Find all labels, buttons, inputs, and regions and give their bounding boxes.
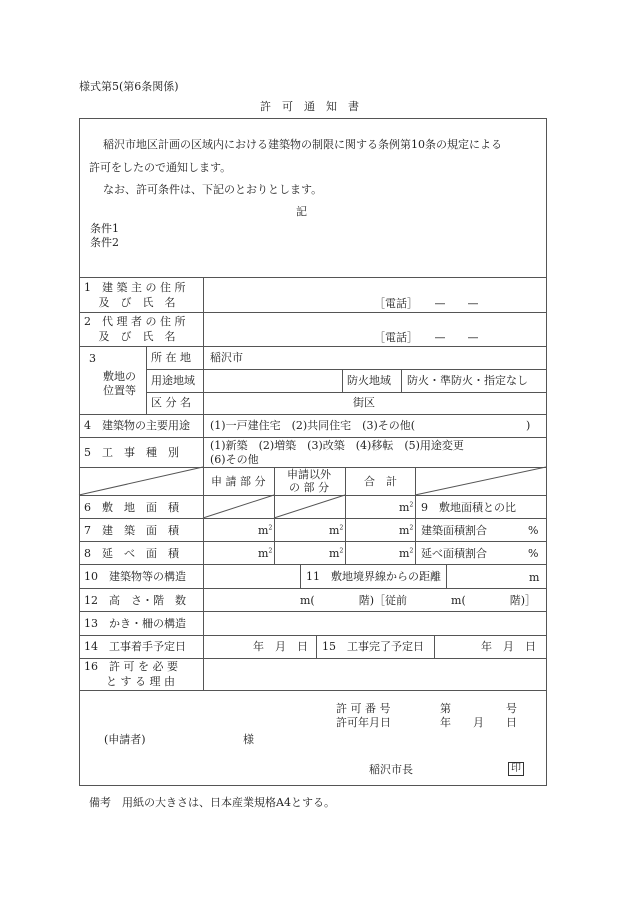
- fire-zone-label: 防火地域: [347, 374, 391, 387]
- row3-group-a: 敷地の: [103, 370, 136, 383]
- row8-label: 8 延 べ 面 積: [84, 547, 179, 560]
- row7-pct[interactable]: %: [528, 524, 539, 537]
- diagonal-site-applied: [203, 495, 274, 518]
- col-total: 合 計: [364, 475, 397, 488]
- permit-number-label: 許 可 番 号: [336, 702, 391, 715]
- use-options[interactable]: (1)一戸建住宅 (2)共同住宅 (3)その他(: [210, 419, 416, 432]
- col-other-b: の 部 分: [289, 481, 329, 494]
- location-label: 所 在 地: [151, 351, 191, 364]
- row7-label: 7 建 築 面 積: [84, 524, 179, 537]
- row7-total-unit[interactable]: $m^2$: [399, 524, 414, 537]
- col-other-a: 申請以外: [287, 468, 331, 481]
- ki-heading: 記: [296, 205, 307, 218]
- row15-label: 15 工事完了予定日: [322, 640, 424, 653]
- sama-honorific: 様: [243, 733, 254, 746]
- row1-label-a: 1 建 築 主 の 住 所: [84, 281, 186, 294]
- reason-field[interactable]: [207, 662, 542, 686]
- diagonal-header-label: [79, 467, 203, 495]
- row11-label: 11 敷地境界線からの距離: [306, 570, 441, 583]
- row8-pct[interactable]: %: [528, 547, 539, 560]
- start-date-value[interactable]: 年 月 日: [253, 640, 308, 653]
- row4-label: 4 建築物の主要用途: [84, 419, 190, 432]
- district-value[interactable]: 街区: [353, 396, 375, 409]
- permit-date-value[interactable]: 年 月 日: [440, 716, 517, 729]
- note: 備考 用紙の大きさは、日本産業規格A4とする。: [89, 796, 335, 809]
- fire-zone-options[interactable]: 防火・準防火・指定なし: [407, 374, 528, 387]
- form-id: 様式第5(第6条関係): [79, 80, 179, 93]
- row8-total-unit[interactable]: $m^2$: [399, 547, 414, 560]
- location-value[interactable]: 稲沢市: [210, 351, 243, 364]
- row6-total-unit: $m^2$: [399, 501, 414, 514]
- intro-line-2: 許可をしたので通知します。: [89, 161, 232, 174]
- permit-number-value[interactable]: 第 号: [440, 702, 517, 715]
- district-label: 区 分 名: [151, 396, 191, 409]
- end-date-value[interactable]: 年 月 日: [481, 640, 536, 653]
- row1-label-b: 及 び 氏 名: [84, 296, 176, 309]
- permit-date-label: 許可年月日: [336, 716, 391, 729]
- condition-1: 条件1: [90, 222, 119, 235]
- row14-label: 14 工事着手予定日: [84, 640, 186, 653]
- intro-line-1: 稲沢市地区計画の区域内における建築物の制限に関する条例第10条の規定による: [103, 138, 502, 151]
- row3-group-b: 位置等: [103, 384, 136, 397]
- row2-phone: ［電話］ — —: [374, 331, 479, 344]
- row13-label: 13 かき・柵の構造: [84, 617, 186, 630]
- row2-label-a: 2 代 理 者 の 住 所: [84, 315, 186, 328]
- applicant-label: (申請者): [104, 733, 146, 746]
- row16-label-a: 16 許 可 を 必 要: [84, 660, 178, 673]
- row5-label: 5 工 事 種 別: [84, 446, 179, 459]
- row7-other-unit[interactable]: $m^2$: [329, 524, 344, 537]
- structure-field[interactable]: [207, 568, 295, 584]
- row10-label: 10 建築物等の構造: [84, 570, 186, 583]
- row3-num: 3: [89, 352, 96, 365]
- row9-label: 9 敷地面積との比: [421, 501, 516, 514]
- agent-address-field[interactable]: [214, 316, 544, 330]
- work-type-options-a[interactable]: (1)新築 (2)増築 (3)改築 (4)移転 (5)用途変更: [210, 439, 464, 452]
- condition-2: 条件2: [90, 236, 119, 249]
- row16-label-b: と す る 理 由: [84, 675, 175, 688]
- fence-structure-field[interactable]: [207, 614, 542, 630]
- row7-ratio-label: 建築面積割合: [421, 524, 487, 537]
- diagonal-header-ratio: [415, 467, 546, 495]
- seal-stamp-icon: 印: [508, 762, 524, 776]
- row8-other-unit[interactable]: $m^2$: [329, 547, 344, 560]
- col-applied: 申 請 部 分: [211, 475, 266, 488]
- owner-address-field[interactable]: [214, 282, 544, 296]
- row2-label-b: 及 び 氏 名: [84, 330, 176, 343]
- row7-applied-unit[interactable]: $m^2$: [258, 524, 273, 537]
- intro-line-3: なお、許可条件は、下記のとおりとします。: [103, 183, 323, 196]
- row12-label: 12 高 さ・階 数: [84, 594, 186, 607]
- mayor-title: 稲沢市長: [369, 763, 413, 776]
- use-options-close: ): [526, 419, 531, 432]
- row1-phone: ［電話］ — —: [374, 297, 479, 310]
- work-type-options-b[interactable]: (6)その他: [210, 453, 259, 466]
- row6-label: 6 敷 地 面 積: [84, 501, 179, 514]
- zoning-field[interactable]: [210, 372, 338, 388]
- page-title: 許 可 通 知 書: [260, 100, 359, 113]
- row11-unit[interactable]: m: [529, 571, 540, 584]
- height-floors-value[interactable]: m( 階)［従前 m( 階)］: [300, 594, 537, 607]
- diagonal-site-other: [274, 495, 345, 518]
- row8-ratio-label: 延べ面積割合: [421, 547, 487, 560]
- row8-applied-unit[interactable]: $m^2$: [258, 547, 273, 560]
- zoning-label: 用途地域: [151, 374, 195, 387]
